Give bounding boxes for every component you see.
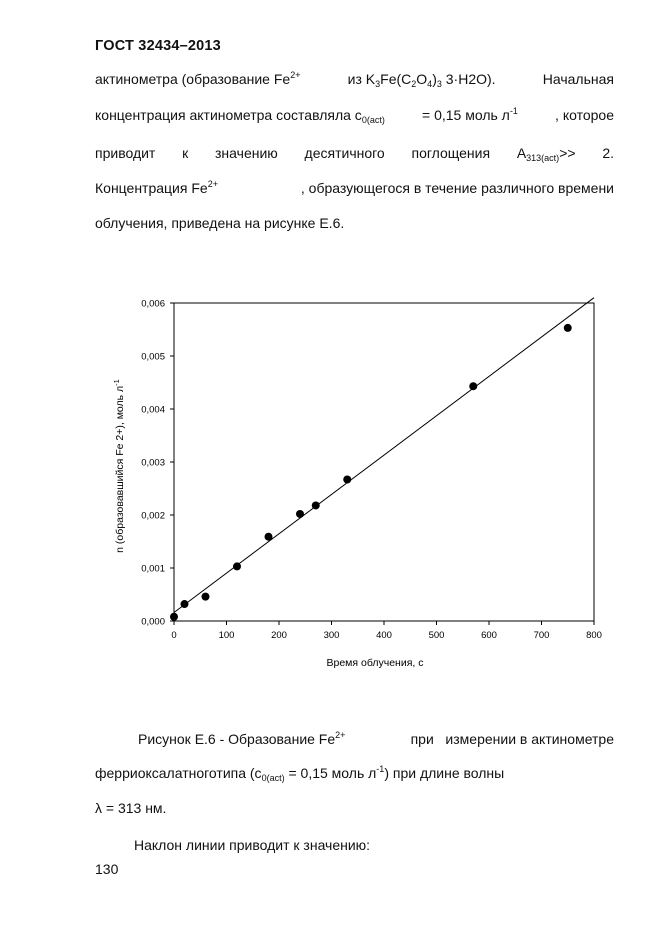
y-tick-label: 0,003 bbox=[141, 457, 165, 469]
para1-line4-part1: Концентрация $Fe^{2+}$ bbox=[95, 179, 218, 196]
absorbance-symbol: $A_{313(act)}>>$ bbox=[516, 145, 576, 163]
x-tick-label: 300 bbox=[323, 630, 340, 641]
data-point bbox=[233, 562, 241, 570]
x-tick-label: 0 bbox=[171, 630, 177, 641]
figure-caption-line2: ферриоксалатноготипа ($c_{0(act)} = 0,15$ моль $л^{-1}$) при длине волны bbox=[95, 764, 505, 783]
data-point bbox=[296, 510, 304, 518]
data-point bbox=[170, 613, 178, 621]
para1-line1-end: Начальная bbox=[542, 71, 614, 87]
data-point bbox=[265, 533, 273, 541]
x-axis-label: Время облучения, с bbox=[326, 657, 424, 669]
x-tick-label: 200 bbox=[271, 630, 287, 641]
data-point bbox=[343, 475, 351, 483]
x-tick-label: 500 bbox=[428, 630, 445, 641]
para1-line2-part2: = 0,15 моль $л^{-1}$ bbox=[422, 106, 518, 123]
para1-line2-end: , которое bbox=[555, 107, 614, 123]
x-tick-label: 600 bbox=[481, 630, 497, 641]
y-tick-label: 0,002 bbox=[141, 510, 165, 522]
y-axis-label: n (образовавшийся Fe 2+), моль $л^{-1}$ bbox=[112, 379, 126, 553]
y-tick-label: 0,001 bbox=[141, 563, 165, 575]
word: десятичного bbox=[304, 145, 385, 161]
figure-caption-line3: λ = 313 нм. bbox=[95, 800, 167, 816]
para1-line4-part2: , образующегося в течение различного времени bbox=[300, 180, 614, 196]
data-point bbox=[181, 600, 189, 608]
x-tick-label: 700 bbox=[533, 630, 550, 641]
x-tick-label: 100 bbox=[218, 630, 235, 641]
para1-line1-part1: актинометра (образование $Fe^{2+}$ bbox=[95, 70, 301, 87]
data-point bbox=[202, 593, 210, 601]
word: поглощения bbox=[411, 145, 491, 161]
page-number: 130 bbox=[95, 861, 119, 877]
y-tick-label: 0,004 bbox=[141, 404, 165, 416]
document-header: ГОСТ 32434–2013 bbox=[95, 38, 221, 54]
caption-part2: при измерении в актинометре bbox=[410, 731, 614, 747]
y-tick-label: 0,000 bbox=[141, 616, 165, 628]
word: приводит bbox=[95, 145, 156, 161]
word: 2. bbox=[602, 145, 614, 161]
data-point bbox=[312, 501, 320, 509]
y-tick-label: 0,006 bbox=[141, 298, 165, 310]
para1-line2-part1: концентрация актинометра составляла $c_{0(act)}$ bbox=[95, 107, 385, 125]
x-tick-label: 400 bbox=[376, 630, 392, 641]
word: значению bbox=[215, 145, 278, 161]
para2: Наклон линии приводит к значению: bbox=[134, 837, 371, 853]
x-tick-label: 800 bbox=[586, 630, 602, 641]
para1-formula: из $K_3Fe(C_2O_4)_3$ 3·H2O). bbox=[347, 71, 496, 89]
data-point bbox=[564, 324, 572, 332]
figure-caption-line1 bbox=[138, 730, 614, 748]
caption-part1: Рисунок Е.6 - Образование $Fe^{2+}$ bbox=[138, 730, 346, 747]
para1-line5: облучения, приведена на рисунке Е.6. bbox=[95, 215, 345, 231]
word: к bbox=[182, 145, 189, 161]
data-point bbox=[469, 382, 477, 390]
y-tick-label: 0,005 bbox=[141, 351, 165, 363]
plot-frame bbox=[174, 303, 594, 621]
